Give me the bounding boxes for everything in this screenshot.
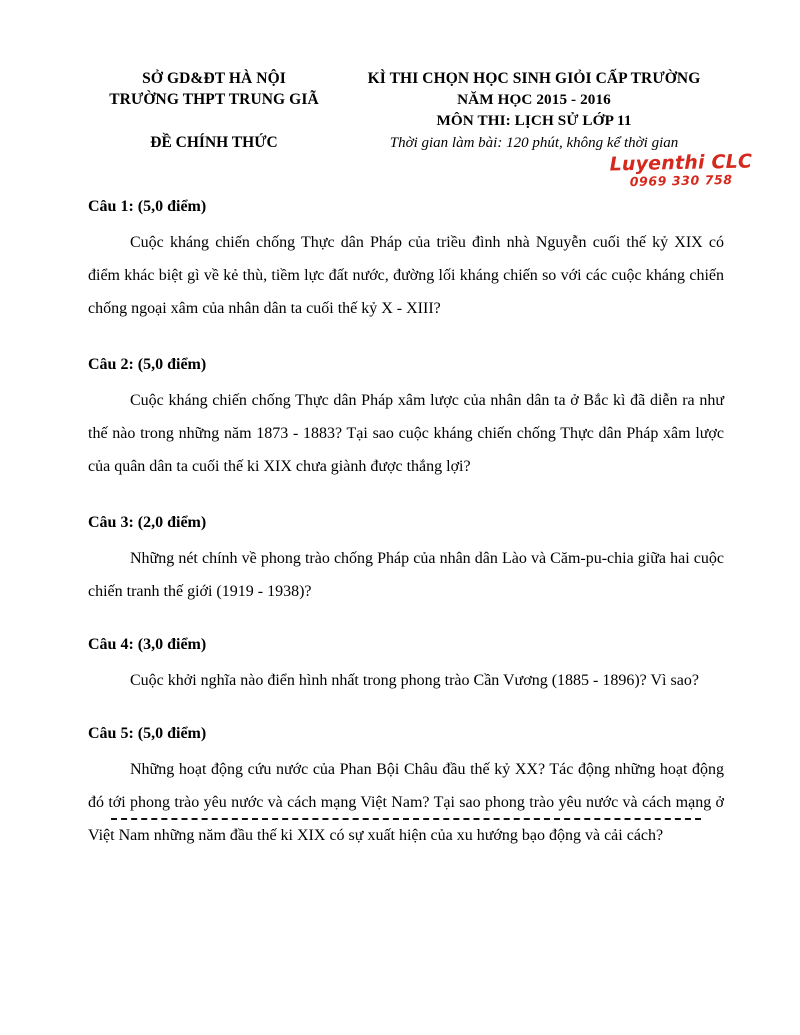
question-1 bbox=[88, 196, 724, 325]
document-header bbox=[88, 68, 728, 154]
official-exam-label: ĐỀ CHÍNH THỨC bbox=[150, 134, 278, 151]
spacer-1 bbox=[88, 325, 724, 354]
header-right-block bbox=[340, 68, 728, 154]
spacer-4 bbox=[88, 697, 724, 723]
brand-watermark bbox=[606, 152, 757, 189]
question-3-title: Câu 3: (2,0 điểm) bbox=[88, 514, 207, 531]
question-4 bbox=[88, 634, 724, 697]
question-2 bbox=[88, 354, 724, 483]
spacer-2 bbox=[88, 483, 724, 512]
question-1-body: Cuộc kháng chiến chống Thực dân Pháp của triều đình nhà Nguyễn cuối thế kỷ XIX có điểm khác biệt gì về kẻ thù, tiềm lực đất nước, đường lối kháng chiến so với các cuộc kháng chiến chống ngoại xâm của nhân dân ta cuối thế kỷ X - XIII? bbox=[88, 234, 724, 317]
spacer-3 bbox=[88, 608, 724, 634]
question-3-body: Những nét chính về phong trào chống Pháp của nhân dân Lào và Căm-pu-chia giữa hai cuộc chiến tranh thế giới (1919 - 1938)? bbox=[88, 550, 724, 600]
question-4-title: Câu 4: (3,0 điểm) bbox=[88, 636, 207, 653]
school-name: TRƯỜNG THPT TRUNG GIÃ bbox=[109, 91, 319, 108]
dashed-divider bbox=[111, 818, 701, 820]
question-5-body: Những hoạt động cứu nước của Phan Bội Châu đầu thế kỷ XX? Tác động những hoạt động đó tới phong trào yêu nước và cách mạng Việt Nam? Tại sao phong trào yêu nước và cách mạng ở Việt Nam những năm đầu thế ki XIX có sự xuất hiện của xu hướng bạo động và cải cách? bbox=[88, 761, 724, 844]
header-left-block bbox=[88, 68, 340, 153]
question-5-title: Câu 5: (5,0 điểm) bbox=[88, 725, 207, 742]
brand-name: Luyenthi CLC bbox=[609, 150, 753, 176]
question-4-body: Cuộc khởi nghĩa nào điển hình nhất trong phong trào Cần Vương (1885 - 1896)? Vì sao? bbox=[130, 672, 699, 689]
exam-title: KÌ THI CHỌN HỌC SINH GIỎI CẤP TRƯỜNG bbox=[367, 70, 701, 87]
question-2-title: Câu 2: (5,0 điểm) bbox=[88, 356, 207, 373]
department-name: SỞ GD&ĐT HÀ NỘI bbox=[142, 70, 286, 87]
subject-and-grade: MÔN THI: LỊCH SỬ LỚP 11 bbox=[436, 112, 632, 129]
school-year: NĂM HỌC 2015 - 2016 bbox=[457, 91, 611, 108]
question-3 bbox=[88, 512, 724, 608]
question-2-body: Cuộc kháng chiến chống Thực dân Pháp xâm lược của nhân dân ta ở Bắc kì đã diễn ra như thế nào trong những năm 1873 - 1883? Tại sao cuộc kháng chiến chống Thực dân Pháp xâm lược của quân dân ta cuối thế ki XIX chưa giành được thắng lợi? bbox=[88, 392, 724, 475]
exam-duration: Thời gian làm bài: 120 phút, không kể thời gian bbox=[389, 135, 679, 151]
brand-phone-number: 0969 330 758 bbox=[629, 171, 733, 190]
question-1-title: Câu 1: (5,0 điểm) bbox=[88, 198, 207, 215]
questions-container bbox=[88, 196, 724, 852]
end-of-paper-separator bbox=[88, 818, 724, 820]
question-5 bbox=[88, 723, 724, 852]
